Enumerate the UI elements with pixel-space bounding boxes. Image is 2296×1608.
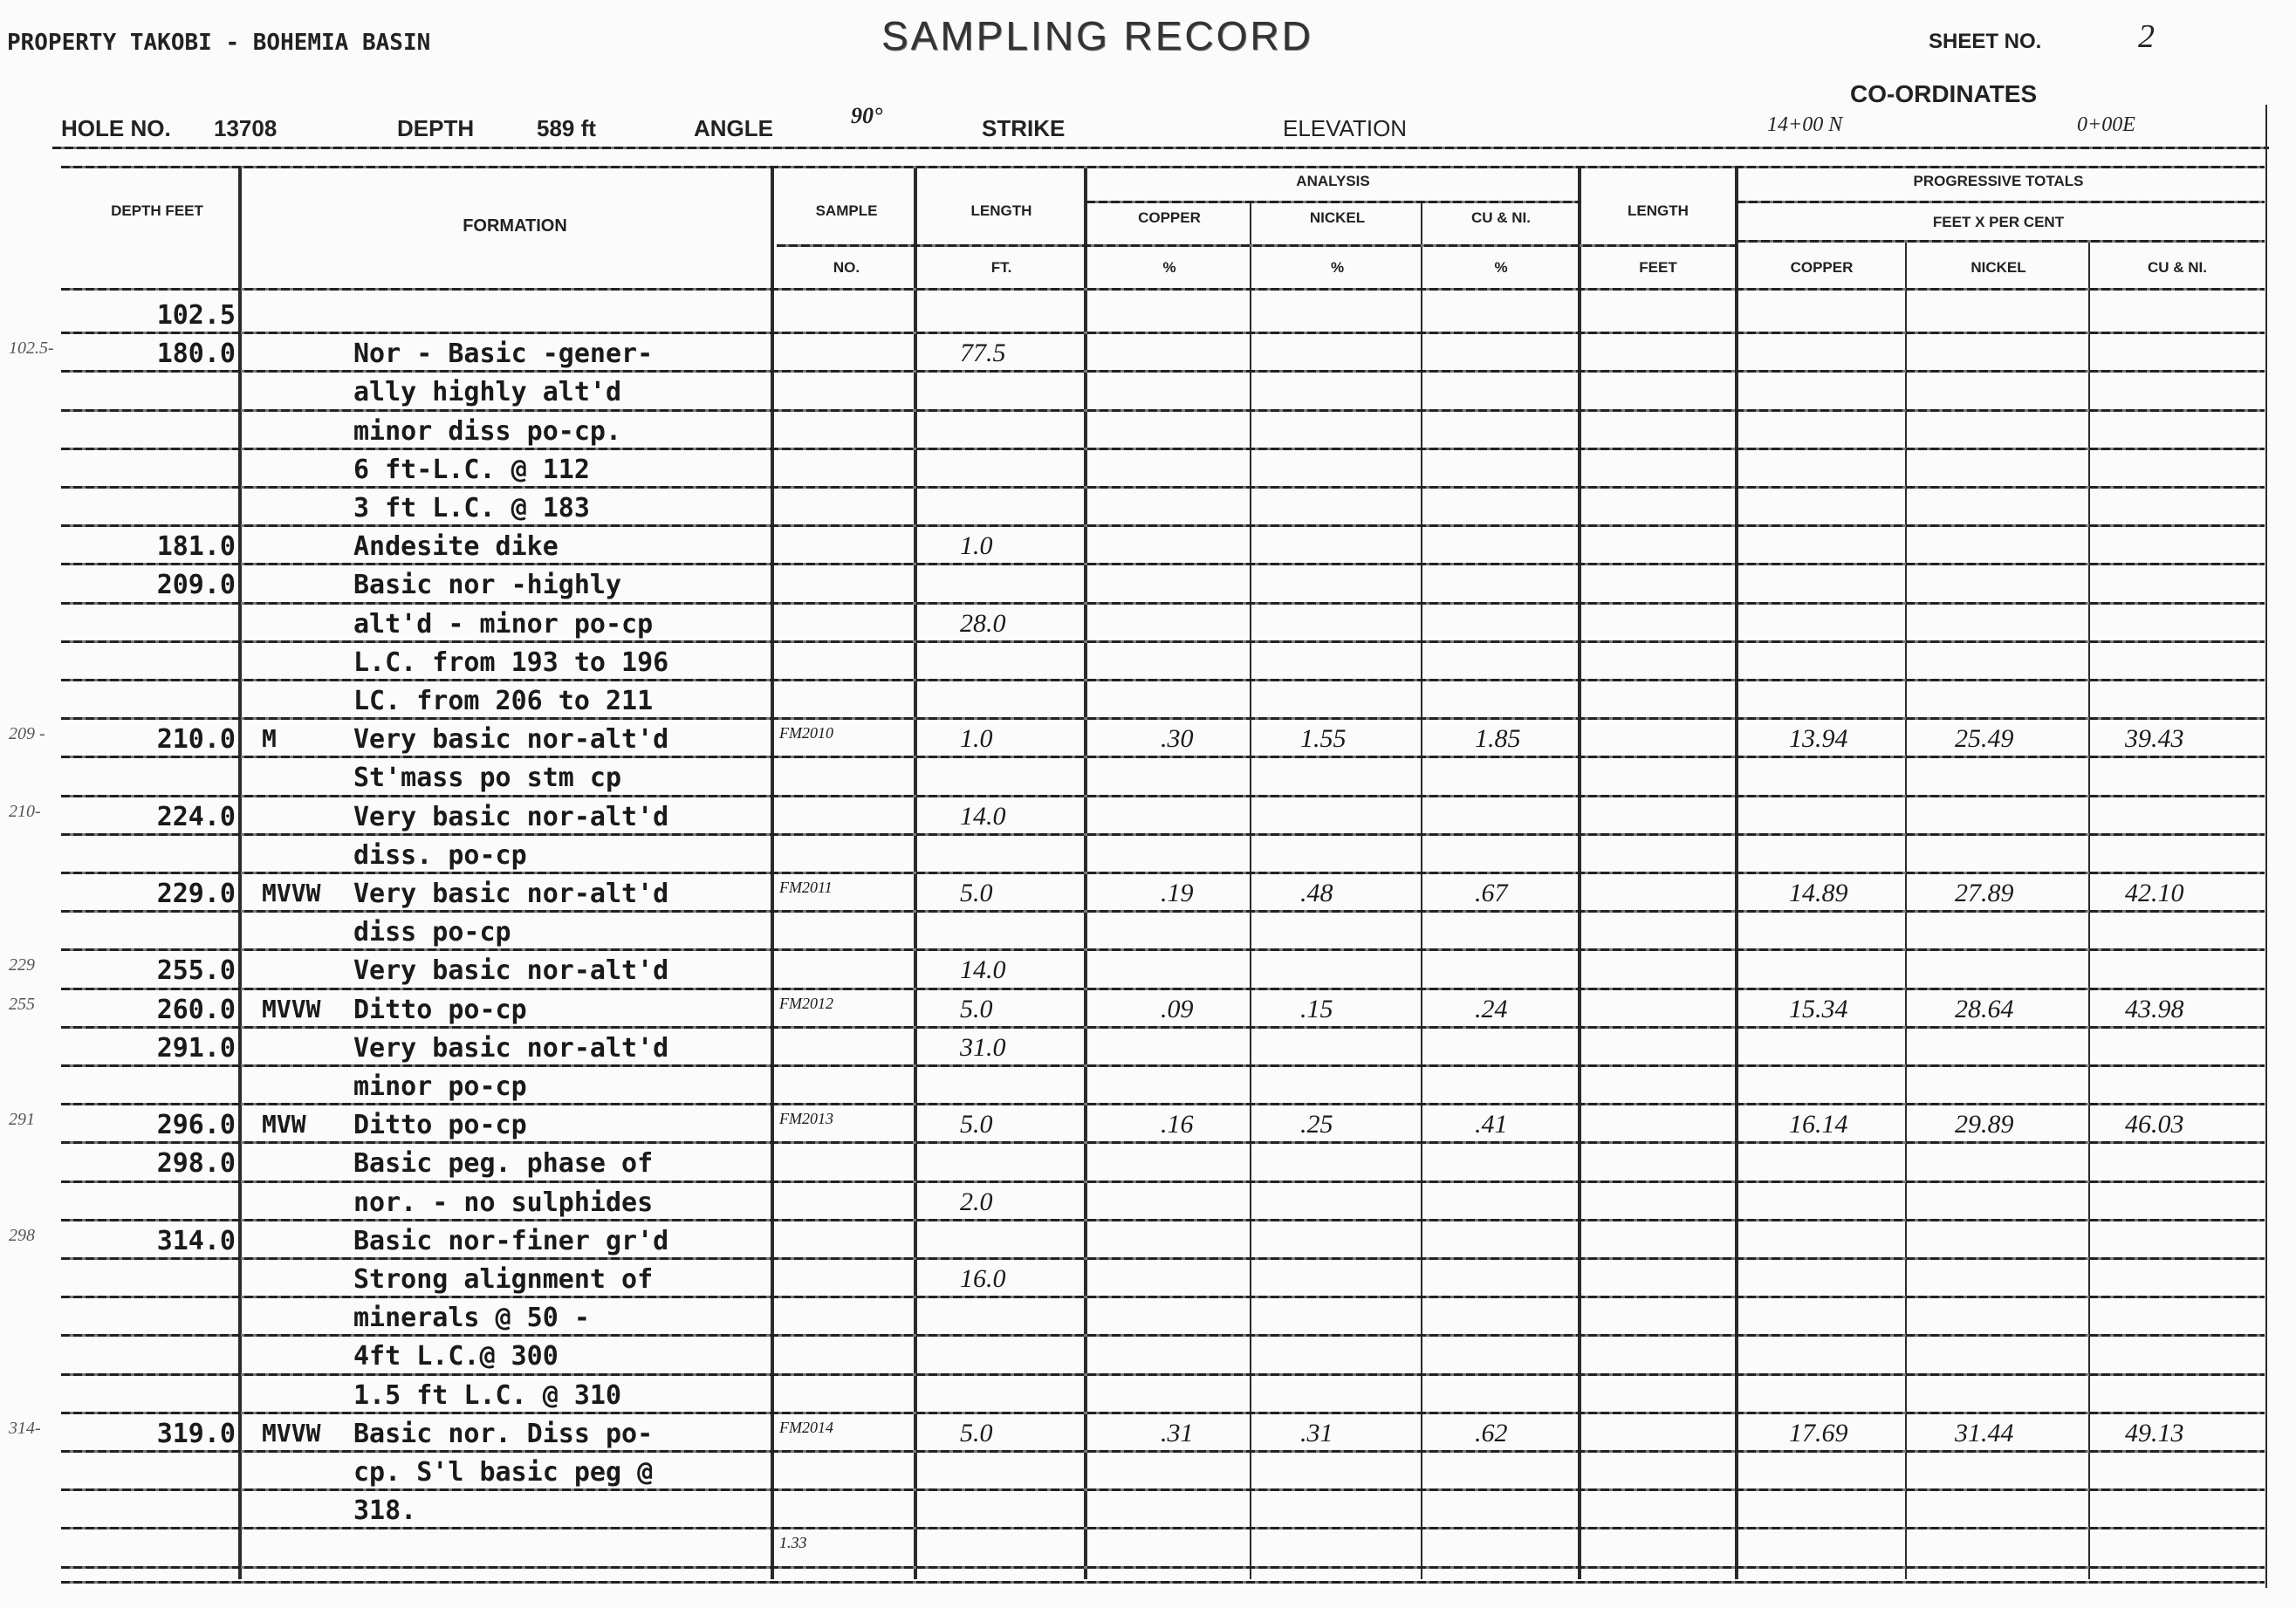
col-progressive-totals: PROGRESSIVE TOTALS <box>1913 173 2084 189</box>
nickel-pct-cell: .48 <box>1300 879 1333 907</box>
elevation-label: ELEVATION <box>1283 115 1408 141</box>
formation-cell: 3 ft L.C. @ 183 <box>353 493 590 523</box>
grid-hline <box>1086 201 1580 203</box>
grid-hline <box>61 1488 2265 1491</box>
formation-cell: Basic nor-finer gr'd <box>353 1225 669 1256</box>
sample-no-cell: FM2013 <box>779 1110 833 1128</box>
grid-hline <box>61 1581 2265 1584</box>
col-analysis: ANALYSIS <box>1296 173 1370 189</box>
page-title: SAMPLING RECORD <box>881 13 1313 58</box>
grid-hline <box>61 679 2265 681</box>
col-copper-pct: % <box>1162 259 1176 276</box>
prog-copper-cell: 16.14 <box>1789 1110 1848 1139</box>
header-rule <box>52 147 2269 149</box>
grid-hline <box>1737 201 2265 203</box>
grid-hline <box>61 1296 2265 1298</box>
depth-cell: 296.0 <box>156 1110 236 1141</box>
grid-hline <box>61 1219 2265 1221</box>
col-cuni-pct: % <box>1494 259 1508 276</box>
cuni-pct-cell: .67 <box>1475 879 1508 907</box>
col-nickel-pct: % <box>1330 259 1345 276</box>
coordinates-label: CO-ORDINATES <box>1850 80 2038 107</box>
margin-note: 229 <box>9 955 35 975</box>
formation-cell: Basic nor -highly <box>353 570 622 601</box>
strike-label: STRIKE <box>982 115 1066 141</box>
length-cell: 5.0 <box>960 994 993 1023</box>
margin-note: 209 - <box>9 724 45 744</box>
prog-cuni-cell: 43.98 <box>2125 994 2184 1023</box>
depth-cell: 255.0 <box>156 955 236 987</box>
formation-cell: Andesite dike <box>353 531 559 563</box>
nickel-pct-cell: .15 <box>1300 994 1333 1023</box>
col-nickel: NICKEL <box>1309 209 1366 226</box>
zone-code-cell: MVVW <box>262 1418 321 1447</box>
margin-note: 255 <box>9 994 35 1014</box>
sample-no-cell: FM2011 <box>779 879 833 896</box>
prog-cuni-cell: 46.03 <box>2125 1110 2184 1139</box>
formation-cell: cp. S'l basic peg @ <box>353 1457 654 1488</box>
cuni-pct-cell: .24 <box>1475 994 1508 1023</box>
angle-value: 90° <box>851 103 883 128</box>
hole-label: HOLE NO. <box>61 115 171 141</box>
depth-cell: 314.0 <box>156 1225 236 1256</box>
copper-pct-cell: .09 <box>1161 994 1194 1023</box>
formation-cell: minerals @ 50 - <box>353 1303 590 1334</box>
col-length2: LENGTH <box>1628 202 1689 219</box>
sample-no-cell: 1.33 <box>779 1534 807 1552</box>
sample-no-cell: FM2014 <box>779 1418 833 1436</box>
col-prog-copper: COPPER <box>1790 259 1854 276</box>
depth-cell: 102.5 <box>156 300 236 331</box>
grid-hline <box>61 1412 2265 1414</box>
length-cell: 5.0 <box>960 1110 993 1139</box>
depth-value: 589 ft <box>537 115 596 141</box>
formation-cell: Nor - Basic -gener- <box>353 339 654 370</box>
length-cell: 1.0 <box>960 724 993 754</box>
grid-hline <box>61 166 2265 168</box>
length-cell: 14.0 <box>960 955 1006 985</box>
prog-copper-cell: 17.69 <box>1789 1418 1848 1447</box>
nickel-pct-cell: .25 <box>1300 1110 1333 1139</box>
prog-nickel-cell: 25.49 <box>1955 724 2014 754</box>
formation-cell: Very basic nor-alt'd <box>353 724 669 756</box>
grid-hline <box>61 872 2265 874</box>
margin-note: 291 <box>9 1110 35 1130</box>
prog-cuni-cell: 39.43 <box>2125 724 2184 754</box>
col-formation: FORMATION <box>463 216 567 236</box>
copper-pct-cell: .19 <box>1161 879 1194 907</box>
margin-note: 210- <box>9 801 41 821</box>
formation-cell: Ditto po-cp <box>353 1110 527 1141</box>
grid-hline <box>61 795 2265 797</box>
grid-hline <box>61 1103 2265 1105</box>
prog-nickel-cell: 31.44 <box>1955 1418 2014 1447</box>
length-cell: 5.0 <box>960 879 993 907</box>
coordinate-north: 14+00 N <box>1767 113 1843 136</box>
grid-hline <box>61 332 2265 334</box>
col-prog-nickel: NICKEL <box>1970 259 2026 276</box>
formation-cell: 1.5 ft L.C. @ 310 <box>353 1379 622 1411</box>
formation-cell: minor po-cp <box>353 1071 527 1102</box>
depth-cell: 210.0 <box>156 724 236 756</box>
formation-cell: Very basic nor-alt'd <box>353 879 669 909</box>
grid-hline <box>61 1257 2265 1260</box>
formation-cell: nor. - no sulphides <box>353 1187 654 1218</box>
property-label: PROPERTY TAKOBI - BOHEMIA BASIN <box>7 30 431 56</box>
prog-copper-cell: 13.94 <box>1789 724 1848 754</box>
angle-label: ANGLE <box>694 115 773 141</box>
formation-cell: 6 ft-L.C. @ 112 <box>353 454 590 485</box>
length-cell: 16.0 <box>960 1264 1006 1293</box>
coordinate-east: 0+00E <box>2077 113 2135 136</box>
length-cell: 2.0 <box>960 1187 993 1216</box>
sheet-label: SHEET NO. <box>1929 30 2042 53</box>
margin-note: 298 <box>9 1225 35 1245</box>
prog-nickel-cell: 29.89 <box>1955 1110 2014 1139</box>
prog-copper-cell: 15.34 <box>1789 994 1848 1023</box>
nickel-pct-cell: 1.55 <box>1300 724 1347 754</box>
prog-copper-cell: 14.89 <box>1789 879 1848 907</box>
grid-hline <box>61 640 2265 643</box>
grid-vline <box>2265 105 2267 1588</box>
grid-hline <box>61 602 2265 605</box>
depth-cell: 224.0 <box>156 801 236 832</box>
prog-cuni-cell: 42.10 <box>2125 879 2184 907</box>
copper-pct-cell: .31 <box>1161 1418 1194 1447</box>
prog-nickel-cell: 27.89 <box>1955 879 2014 907</box>
grid-hline <box>61 486 2265 489</box>
copper-pct-cell: .16 <box>1161 1110 1194 1139</box>
col-sample: SAMPLE <box>815 202 878 219</box>
grid-hline <box>61 1064 2265 1067</box>
depth-cell: 260.0 <box>156 994 236 1025</box>
grid-hline <box>61 288 2265 291</box>
zone-code-cell: M <box>262 724 277 754</box>
sheet-number: 2 <box>2138 18 2155 55</box>
grid-hline <box>61 1334 2265 1337</box>
sample-no-cell: FM2010 <box>779 724 833 742</box>
col-length: LENGTH <box>970 202 1032 219</box>
col-sample-no: NO. <box>833 259 860 276</box>
depth-label: DEPTH <box>397 115 475 141</box>
col-length2-feet: FEET <box>1639 259 1677 276</box>
formation-cell: Strong alignment of <box>353 1264 654 1295</box>
depth-cell: 298.0 <box>156 1148 236 1180</box>
formation-cell: 4ft L.C.@ 300 <box>353 1341 559 1372</box>
col-cuni: CU & NI. <box>1471 209 1531 226</box>
depth-cell: 181.0 <box>156 531 236 563</box>
cuni-pct-cell: .62 <box>1475 1418 1508 1447</box>
formation-cell: Very basic nor-alt'd <box>353 801 669 832</box>
formation-cell: LC. from 206 to 211 <box>353 686 654 716</box>
grid-hline <box>1737 240 2265 243</box>
length-cell: 1.0 <box>960 531 993 561</box>
cuni-pct-cell: 1.85 <box>1475 724 1521 754</box>
formation-cell: ally highly alt'd <box>353 377 622 408</box>
formation-cell: St'mass po stm cp <box>353 763 622 794</box>
depth-cell: 291.0 <box>156 1032 236 1064</box>
grid-hline <box>61 563 2265 565</box>
sample-no-cell: FM2012 <box>779 994 833 1012</box>
zone-code-cell: MVW <box>262 1110 306 1139</box>
col-copper: COPPER <box>1138 209 1201 226</box>
formation-cell: minor diss po-cp. <box>353 415 622 447</box>
col-prog-cuni: CU & NI. <box>2148 259 2207 276</box>
formation-cell: diss. po-cp <box>353 839 527 871</box>
grid-hline <box>61 756 2265 758</box>
formation-cell: Basic peg. phase of <box>353 1148 654 1180</box>
col-length-ft: FT. <box>990 259 1012 276</box>
formation-cell: 318. <box>353 1495 417 1527</box>
formation-cell: diss po-cp <box>353 917 511 948</box>
grid-hline <box>61 910 2265 913</box>
copper-pct-cell: .30 <box>1161 724 1194 754</box>
formation-cell: alt'd - minor po-cp <box>353 608 654 640</box>
formation-cell: Very basic nor-alt'd <box>353 1032 669 1064</box>
formation-cell: Very basic nor-alt'd <box>353 955 669 987</box>
grid-hline <box>61 409 2265 412</box>
hole-number: 13708 <box>214 115 278 141</box>
grid-hline <box>61 833 2265 836</box>
depth-cell: 229.0 <box>156 879 236 909</box>
grid-hline <box>61 717 2265 720</box>
grid-hline <box>61 370 2265 373</box>
formation-cell: L.C. from 193 to 196 <box>353 647 669 678</box>
grid-hline <box>61 1450 2265 1453</box>
col-feet-x-percent: FEET X PER CENT <box>1932 214 2065 230</box>
zone-code-cell: MVVW <box>262 994 321 1023</box>
depth-cell: 180.0 <box>156 339 236 370</box>
grid-hline <box>61 1026 2265 1029</box>
margin-note: 102.5- <box>9 339 54 359</box>
grid-hline <box>61 1527 2265 1529</box>
grid-hline <box>61 948 2265 951</box>
prog-nickel-cell: 28.64 <box>1955 994 2014 1023</box>
length-cell: 5.0 <box>960 1418 993 1447</box>
grid-hline <box>61 1180 2265 1183</box>
cuni-pct-cell: .41 <box>1475 1110 1508 1139</box>
zone-code-cell: MVVW <box>262 879 321 907</box>
formation-cell: Basic nor. Diss po- <box>353 1418 654 1449</box>
grid-hline <box>61 524 2265 527</box>
grid-hline <box>61 1566 2265 1569</box>
nickel-pct-cell: .31 <box>1300 1418 1333 1447</box>
depth-cell: 319.0 <box>156 1418 236 1449</box>
prog-cuni-cell: 49.13 <box>2125 1418 2184 1447</box>
depth-cell: 209.0 <box>156 570 236 601</box>
length-cell: 28.0 <box>960 608 1006 638</box>
grid-hline <box>61 448 2265 450</box>
length-cell: 77.5 <box>960 339 1006 368</box>
length-cell: 14.0 <box>960 801 1006 831</box>
col-depth: DEPTH FEET <box>111 202 203 219</box>
grid-hline <box>777 244 1737 247</box>
grid-hline <box>61 988 2265 990</box>
length-cell: 31.0 <box>960 1032 1006 1062</box>
grid-hline <box>61 1373 2265 1376</box>
grid-hline <box>61 1141 2265 1144</box>
formation-cell: Ditto po-cp <box>353 994 527 1025</box>
margin-note: 314- <box>9 1418 41 1438</box>
